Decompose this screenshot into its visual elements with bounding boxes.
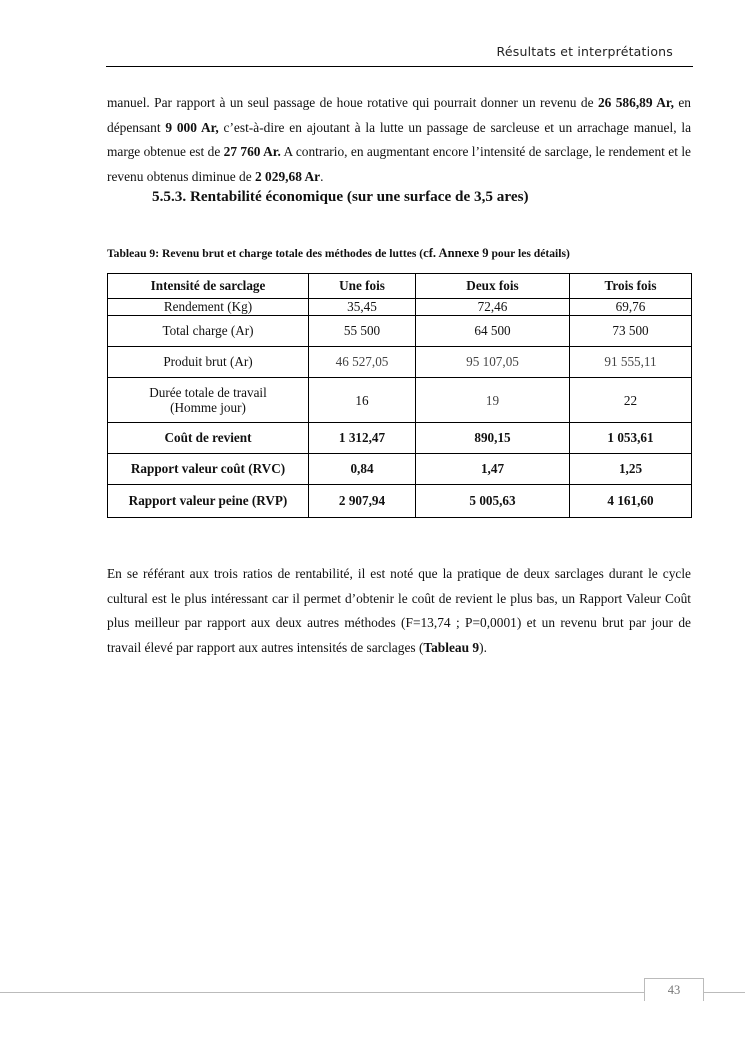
table-cell: 4 161,60: [570, 485, 692, 518]
table-row: [108, 347, 692, 378]
table-cell: 19: [416, 378, 570, 423]
row-label: Total charge (Ar): [108, 316, 309, 347]
row-label-line1: Durée totale de travail: [149, 385, 267, 400]
intro-text-4: A contrario, en augmentant encore l’intensité de sarclage, le rendement et le revenu obtenus diminue de: [107, 144, 691, 184]
header-cell: Deux fois: [416, 274, 570, 299]
table-header-row: [108, 274, 692, 299]
table-cell: 73 500: [570, 316, 692, 347]
table-caption: [107, 246, 570, 261]
table-cell: 890,15: [416, 423, 570, 454]
table-cell: 35,45: [309, 299, 416, 316]
table-cell: 2 907,94: [309, 485, 416, 518]
table-cell: 16: [309, 378, 416, 423]
header-cell: Trois fois: [570, 274, 692, 299]
caption-annex: cf. Annexe 9: [423, 246, 489, 260]
row-label: Rendement (Kg): [108, 299, 309, 316]
header-cell: Intensité de sarclage: [108, 274, 309, 299]
table-cell: 1,25: [570, 454, 692, 485]
table-reference: Tableau 9: [423, 639, 480, 655]
table-cell: 1 312,47: [309, 423, 416, 454]
row-label: [108, 378, 309, 423]
row-label: Rapport valeur coût (RVC): [108, 454, 309, 485]
section-heading: 5.5.3. Rentabilité économique (sur une surface de 3,5 ares): [152, 188, 529, 205]
table-cell: 1,47: [416, 454, 570, 485]
row-label-line2: (Homme jour): [170, 400, 246, 415]
conclusion-paragraph: [107, 562, 691, 660]
intro-bold-1: 26 586,89 Ar,: [597, 95, 674, 110]
table-cell: 64 500: [416, 316, 570, 347]
caption-main: Tableau 9: Revenu brut et charge totale des méthodes de luttes (: [107, 247, 424, 260]
intro-bold-2: 9 000 Ar,: [165, 119, 219, 135]
caption-end: pour les détails): [488, 247, 570, 260]
row-label: Coût de revient: [108, 423, 309, 454]
table-row: [108, 378, 692, 423]
running-header: Résultats et interprétations: [496, 44, 673, 59]
intro-text-1: manuel. Par rapport à un seul passage de houe rotative qui pourrait donner un revenu de: [107, 95, 598, 110]
intro-text-5: .: [320, 168, 324, 184]
table-row: [108, 423, 692, 454]
conclusion-text: En se référant aux trois ratios de rentabilité, il est noté que la pratique de deux sarclages durant le cycle cultural est le plus intéressant car il permet d’obtenir le coût de revient le plus bas, un Rapport Valeur Coût plus meilleur par rapport aux deux autres méthodes (F=13,74 ; P=0,0001) et un revenu brut par jour de travail élevé par rapport aux autres intensités de sarclages (: [107, 566, 691, 655]
table-cell: 1 053,61: [570, 423, 692, 454]
results-table: [107, 273, 692, 518]
intro-text-2: en dépensant: [107, 95, 691, 135]
row-label: Rapport valeur peine (RVP): [108, 485, 309, 518]
table-cell: 5 005,63: [416, 485, 570, 518]
intro-paragraph: [107, 91, 691, 189]
table-cell: 72,46: [416, 299, 570, 316]
conclusion-end: ).: [479, 639, 487, 655]
table-cell: 69,76: [570, 299, 692, 316]
intro-bold-4: 2 029,68 Ar: [255, 168, 321, 184]
page-number: 43: [644, 978, 704, 1001]
table-row: [108, 316, 692, 347]
intro-text-3: c’est-à-dire en ajoutant à la lutte un passage de sarcleuse et un arrachage manuel, la marge obtenue est de: [107, 119, 692, 160]
table-cell: 22: [570, 378, 692, 423]
intro-bold-3: 27 760 Ar.: [223, 144, 281, 160]
row-label: Produit brut (Ar): [108, 347, 309, 378]
table-cell: 55 500: [309, 316, 416, 347]
table-cell: 46 527,05: [309, 347, 416, 378]
footer-rule: [0, 992, 745, 993]
header-rule: [106, 66, 693, 67]
table-row: [108, 485, 692, 518]
header-cell: Une fois: [309, 274, 416, 299]
table-cell: 95 107,05: [416, 347, 570, 378]
table-cell: 0,84: [309, 454, 416, 485]
table-cell: 91 555,11: [570, 347, 692, 378]
table-row: [108, 299, 692, 316]
table-row: [108, 454, 692, 485]
